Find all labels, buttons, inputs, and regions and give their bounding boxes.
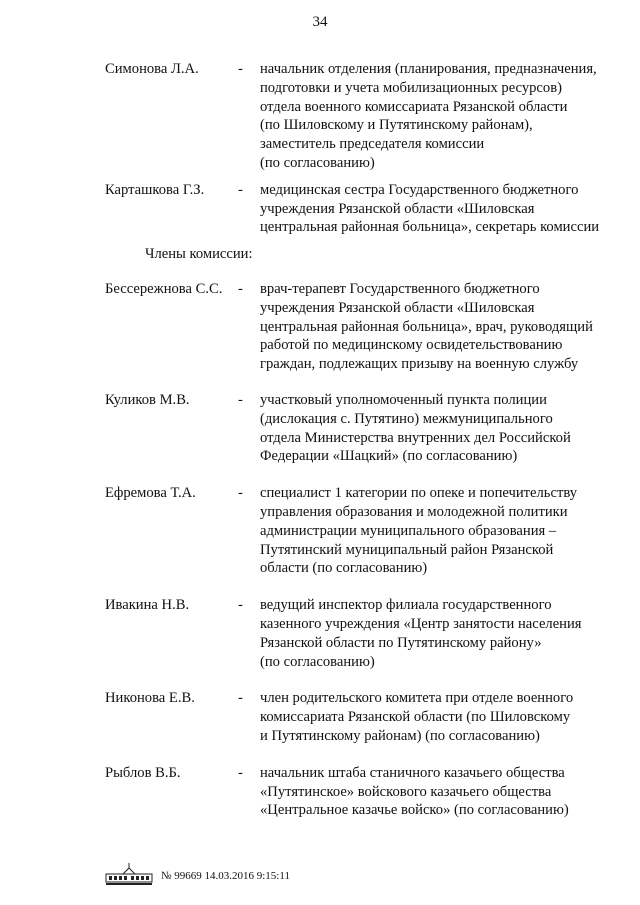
member-entry <box>105 280 620 374</box>
member-description: начальник отделения (планирования, предназначения, подготовки и учета мобилизационных ресурсов) отдела военного комиссариата Рязанской области (по Шиловскому и Путятинскому районам), заместитель председателя комиссии (по согласованию) <box>260 61 597 171</box>
page-number: 34 <box>312 14 328 30</box>
member-name: Симонова Л.А. <box>105 61 199 77</box>
document-footer <box>105 862 290 886</box>
registration-stamp: № 99669 14.03.2016 9:15:11 <box>161 870 290 882</box>
member-description: врач-терапевт Государственного бюджетного учреждения Рязанской области «Шиловская центральная районная больница», врач, руководящий работой по медицинскому освидетельствованию граждан, подлежащих призыву на военную службу <box>260 280 593 373</box>
member-entry <box>105 689 620 745</box>
member-description: член родительского комитета при отделе военного комиссариата Рязанской области (по Шиловскому и Путятинскому районам) (по согласованию) <box>260 690 574 744</box>
dash-separator: - <box>238 597 243 614</box>
dash-separator: - <box>238 181 243 198</box>
member-description: начальник штаба станичного казачьего общества «Путятинское» войскового казачьего общества «Центральное казачье войско» (по согласованию) <box>260 764 569 819</box>
member-entry <box>105 484 620 578</box>
dash-separator: - <box>238 391 243 408</box>
member-name: Рыблов В.Б. <box>105 764 181 781</box>
section-heading: Члены комиссии: <box>145 246 253 263</box>
building-logo-icon <box>105 862 153 886</box>
member-name: Никонова Е.В. <box>105 690 195 707</box>
member-entry <box>105 391 620 466</box>
member-name: Куликов М.В. <box>105 391 190 408</box>
member-entry <box>105 181 620 237</box>
member-entry <box>105 60 620 173</box>
commission-list <box>105 60 620 820</box>
dash-separator: - <box>238 61 243 77</box>
member-name: Ефремова Т.А. <box>105 485 196 502</box>
member-name: Карташкова Г.З. <box>105 181 205 198</box>
member-description: ведущий инспектор филиала государственного казенного учреждения «Центр занятости населения Рязанской области по Путятинскому району» (по согласованию) <box>260 597 582 670</box>
dash-separator: - <box>238 280 243 297</box>
dash-separator: - <box>238 485 243 502</box>
member-entry <box>105 596 620 671</box>
dash-separator: - <box>238 764 243 781</box>
member-name: Бессережнова С.С. <box>105 280 223 297</box>
member-entry <box>105 764 620 820</box>
dash-separator: - <box>238 690 243 707</box>
member-description: медицинская сестра Государственного бюджетного учреждения Рязанской области «Шиловская центральная районная больница», секретарь комиссии <box>260 181 600 236</box>
member-description: специалист 1 категории по опеке и попечительству управления образования и молодежной политики администрации муниципального образования – Путятинский муниципальный район Рязанской области (по согласованию) <box>260 485 578 577</box>
member-description: участковый уполномоченный пункта полиции (дислокация с. Путятино) межмуниципального отдела Министерства внутренних дел Российской Федерации «Шацкий» (по согласованию) <box>260 391 571 465</box>
member-name: Ивакина Н.В. <box>105 597 190 614</box>
